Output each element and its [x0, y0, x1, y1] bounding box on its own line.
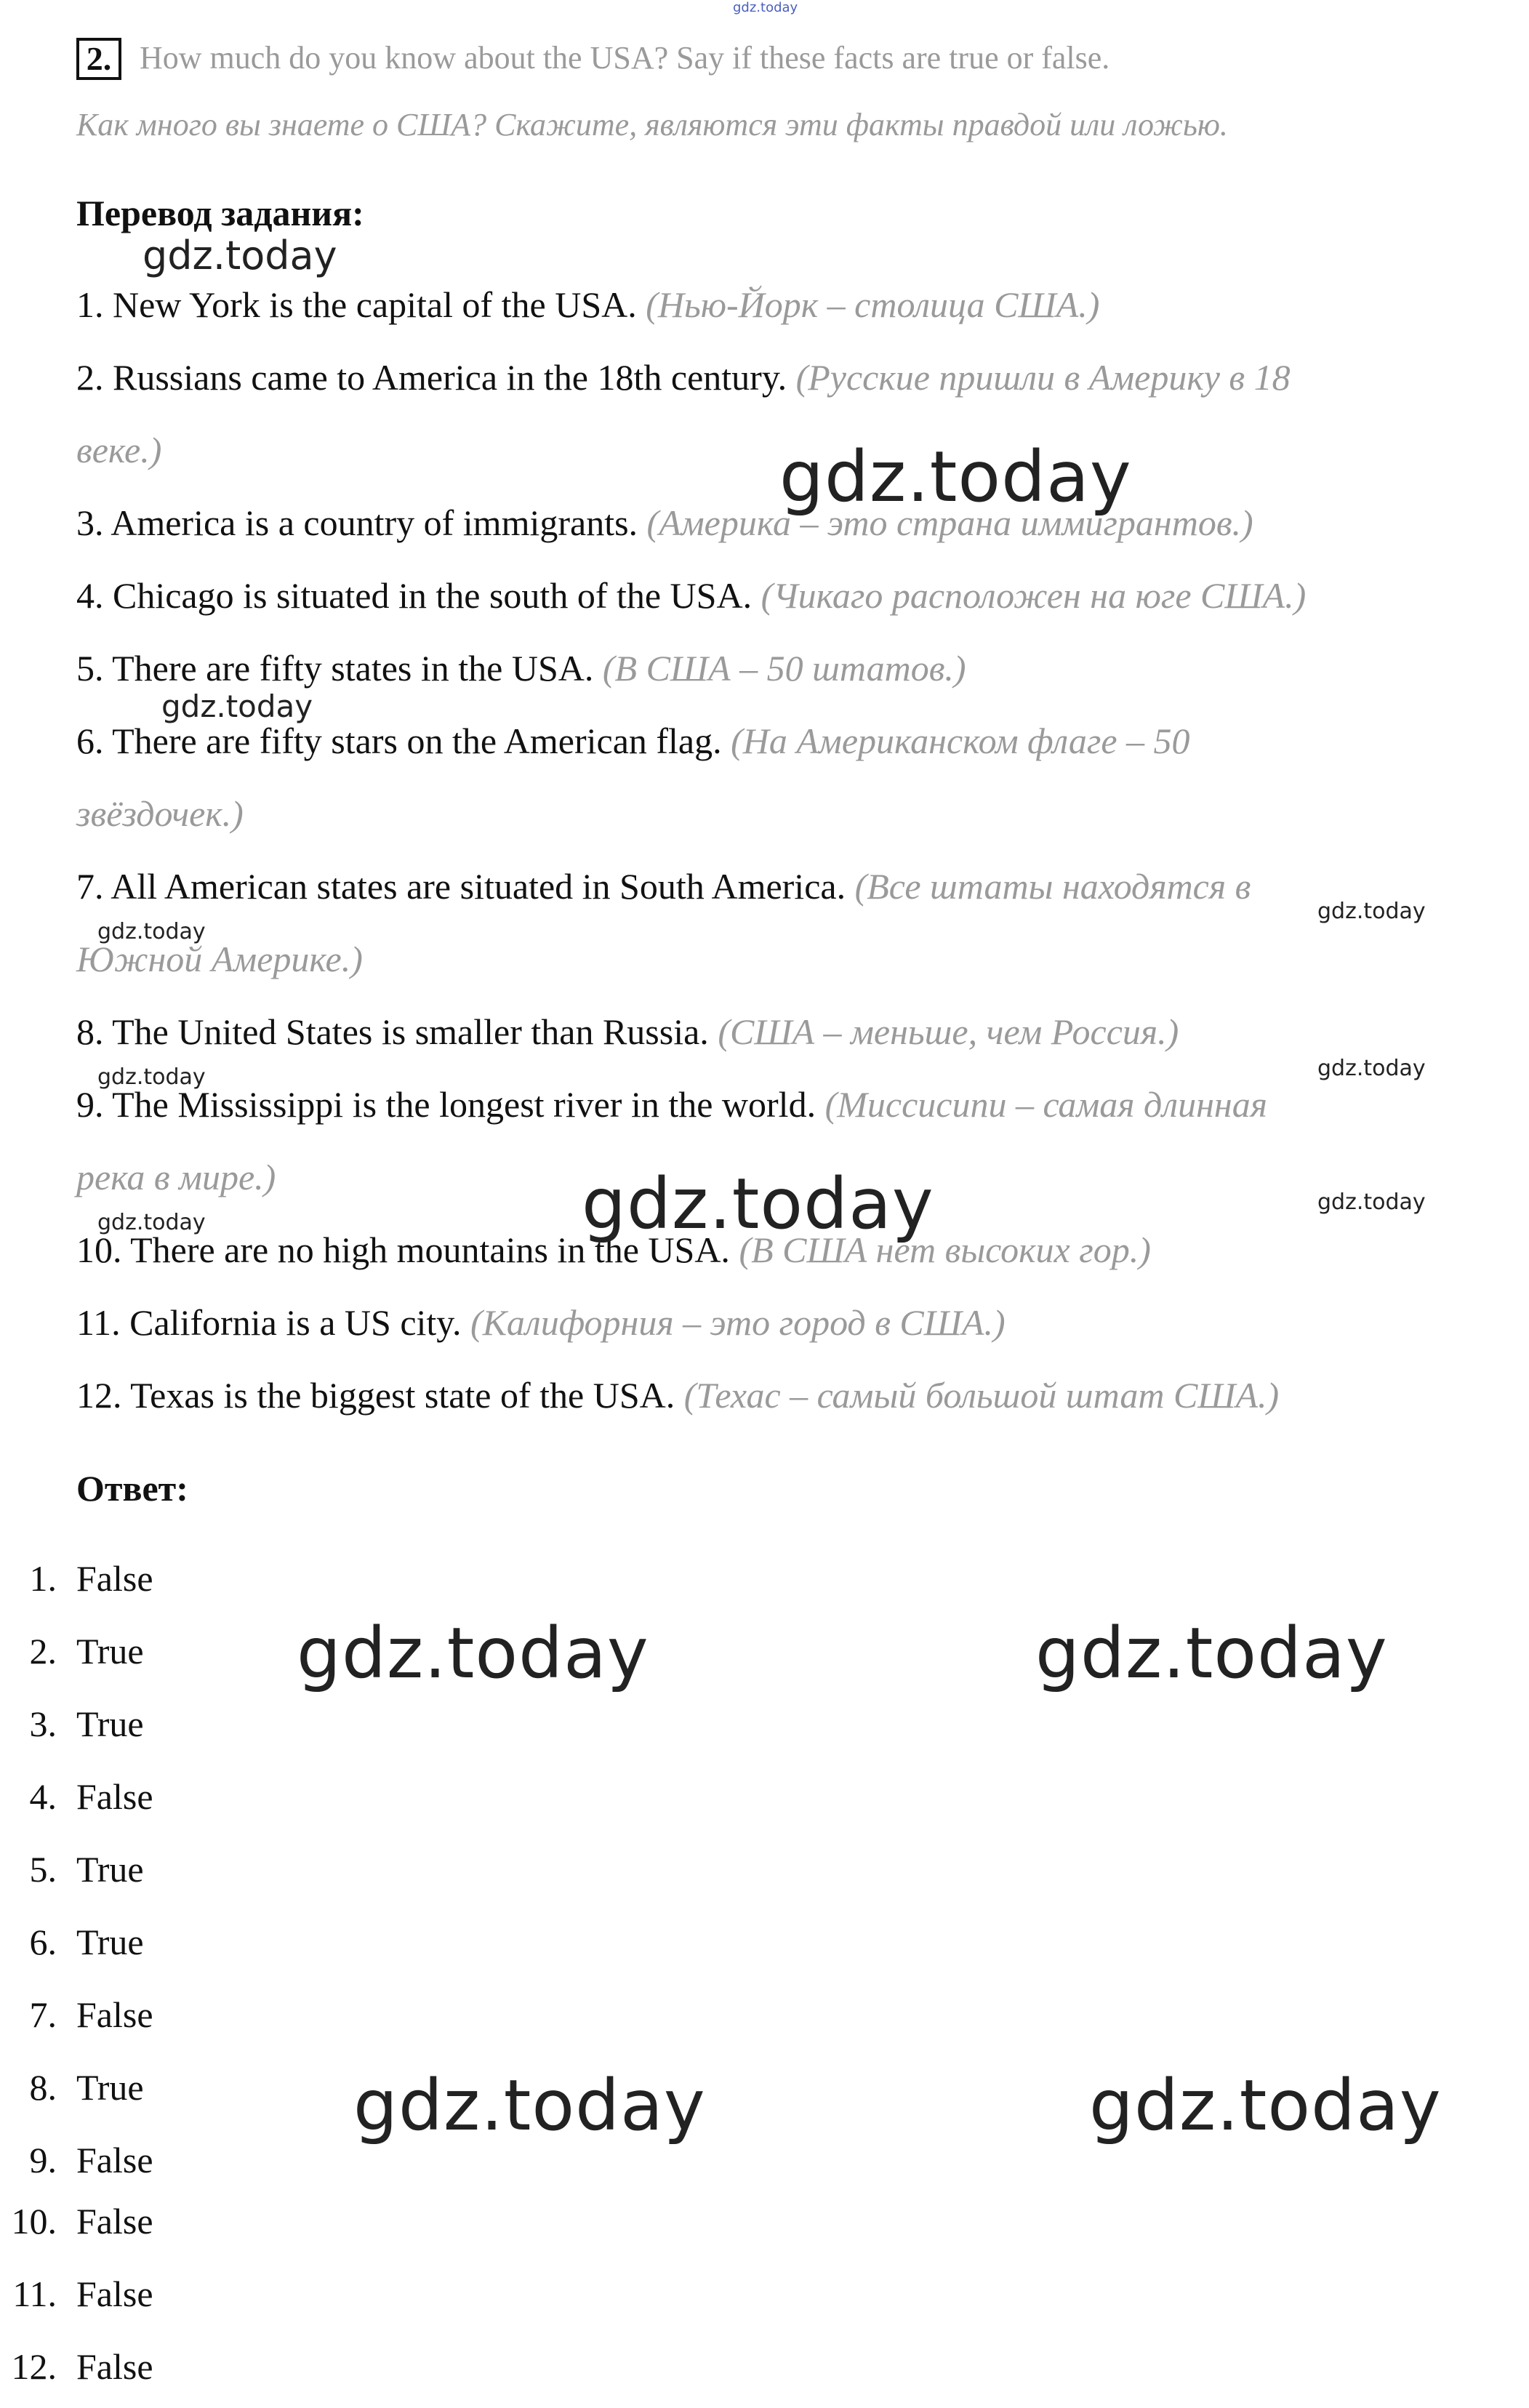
answer-heading: Ответ:	[76, 1468, 188, 1509]
fact-2	[76, 356, 1291, 398]
watermark: gdz.today	[97, 1210, 206, 1235]
fact-ru: (Техас – самый большой штат США.)	[683, 1375, 1280, 1416]
answer-number: 8.	[29, 2067, 57, 2108]
watermark: gdz.today	[1035, 1613, 1388, 1694]
fact-ru: (Калифорния – это город в США.)	[470, 1302, 1006, 1343]
fact-ru: (Все штаты находятся в	[854, 866, 1251, 907]
fact-en: 1. New York is the capital of the USA.	[76, 284, 637, 325]
answer-item	[0, 2200, 291, 2244]
fact-6-continuation: звёздочек.)	[76, 793, 244, 834]
fact-7	[76, 865, 1251, 907]
watermark: gdz.today	[1317, 1056, 1426, 1081]
answer-number: 7.	[29, 1994, 57, 2035]
watermark: gdz.today	[297, 1613, 649, 1694]
fact-ru: (Нью-Йорк – столица США.)	[646, 284, 1100, 325]
fact-6	[76, 720, 1190, 762]
fact-en: 9. The Mississippi is the longest river in the world.	[76, 1084, 816, 1125]
answer-number: 11.	[12, 2273, 57, 2314]
watermark: gdz.today	[582, 1163, 934, 1245]
fact-2-continuation: веке.)	[76, 430, 162, 470]
answer-value: True	[76, 1849, 144, 1890]
fact-1	[76, 284, 1099, 326]
answer-number: 6.	[29, 1922, 57, 1962]
watermark: gdz.today	[779, 436, 1132, 518]
fact-11	[76, 1301, 1006, 1344]
fact-ru: (Русские пришли в Америку в 18	[795, 357, 1291, 398]
answer-value: False	[76, 2273, 153, 2314]
answer-item	[0, 2066, 291, 2110]
answer-item	[0, 1994, 291, 2037]
answer-value: True	[76, 2067, 144, 2108]
task-number-box: 2.	[76, 38, 121, 80]
watermark: gdz.today	[161, 689, 313, 724]
fact-9	[76, 1083, 1267, 1125]
fact-en: 2. Russians came to America in the 18th century.	[76, 357, 787, 398]
answer-value: False	[76, 2201, 153, 2242]
answer-number: 2.	[29, 1631, 57, 1671]
answer-item	[0, 1848, 291, 1892]
answer-item	[0, 2345, 291, 2389]
fact-en: 6. There are fifty stars on the American flag.	[76, 721, 722, 761]
answer-number: 12.	[11, 2346, 57, 2387]
answer-item	[0, 2139, 291, 2183]
watermark: gdz.today	[353, 2065, 706, 2146]
task-english: How much do you know about the USA? Say if these facts are true or false.	[140, 40, 1110, 76]
answer-number: 5.	[29, 1849, 57, 1890]
answer-value: False	[76, 2140, 153, 2180]
answer-item	[0, 1630, 291, 1674]
fact-en: 11. California is a US city.	[76, 1302, 462, 1343]
task-russian: Как много вы знаете о США? Скажите, являются эти факты правдой или ложью.	[76, 107, 1228, 143]
header-watermark: gdz.today	[733, 0, 798, 15]
watermark: gdz.today	[143, 233, 337, 278]
answer-value: True	[76, 1922, 144, 1962]
answer-number: 1.	[29, 1558, 57, 1599]
answer-value: False	[76, 2346, 153, 2387]
fact-en: 8. The United States is smaller than Russia.	[76, 1011, 709, 1052]
fact-en: 3. America is a country of immigrants.	[76, 502, 638, 543]
answer-item	[0, 1557, 291, 1601]
watermark: gdz.today	[1317, 899, 1426, 924]
answer-value: False	[76, 1994, 153, 2035]
watermark: gdz.today	[97, 919, 206, 944]
answer-item	[0, 1775, 291, 1819]
fact-7-continuation: Южной Америке.)	[76, 939, 363, 979]
fact-en: 12. Texas is the biggest state of the USA.	[76, 1375, 675, 1416]
answer-value: True	[76, 1703, 144, 1744]
fact-en: 5. There are fifty states in the USA.	[76, 648, 594, 689]
fact-ru: (Америка – это страна иммигрантов.)	[646, 502, 1253, 543]
fact-en: 4. Chicago is situated in the south of the USA.	[76, 575, 753, 616]
fact-ru: (Миссисипи – самая длинная	[824, 1084, 1267, 1125]
fact-ru: (США – меньше, чем Россия.)	[718, 1011, 1179, 1052]
answer-number: 4.	[29, 1776, 57, 1817]
watermark: gdz.today	[1317, 1189, 1426, 1215]
fact-ru: (В США нет высоких гор.)	[739, 1229, 1151, 1270]
fact-en: 7. All American states are situated in South America.	[76, 866, 846, 907]
answer-value: False	[76, 1776, 153, 1817]
answer-item	[0, 1703, 291, 1746]
fact-8	[76, 1011, 1179, 1053]
fact-en: 10. There are no high mountains in the USA.	[76, 1229, 730, 1270]
fact-ru: (Чикаго расположен на юге США.)	[761, 575, 1307, 616]
fact-12	[76, 1374, 1279, 1416]
watermark: gdz.today	[1089, 2065, 1442, 2146]
fact-ru: (На Американском флаге – 50	[731, 721, 1190, 761]
answer-value: False	[76, 1558, 153, 1599]
watermark: gdz.today	[97, 1064, 206, 1090]
fact-ru: (В США – 50 штатов.)	[602, 648, 966, 689]
answer-item	[0, 1921, 291, 1964]
answer-number: 9.	[29, 2140, 57, 2180]
translation-heading: Перевод задания:	[76, 193, 364, 233]
answer-value: True	[76, 1631, 144, 1671]
answer-item	[0, 2273, 291, 2316]
fact-4	[76, 574, 1306, 617]
answer-number: 10.	[11, 2201, 57, 2242]
fact-5	[76, 647, 966, 689]
answer-number: 3.	[29, 1703, 57, 1744]
fact-9-continuation: река в мире.)	[76, 1157, 276, 1197]
